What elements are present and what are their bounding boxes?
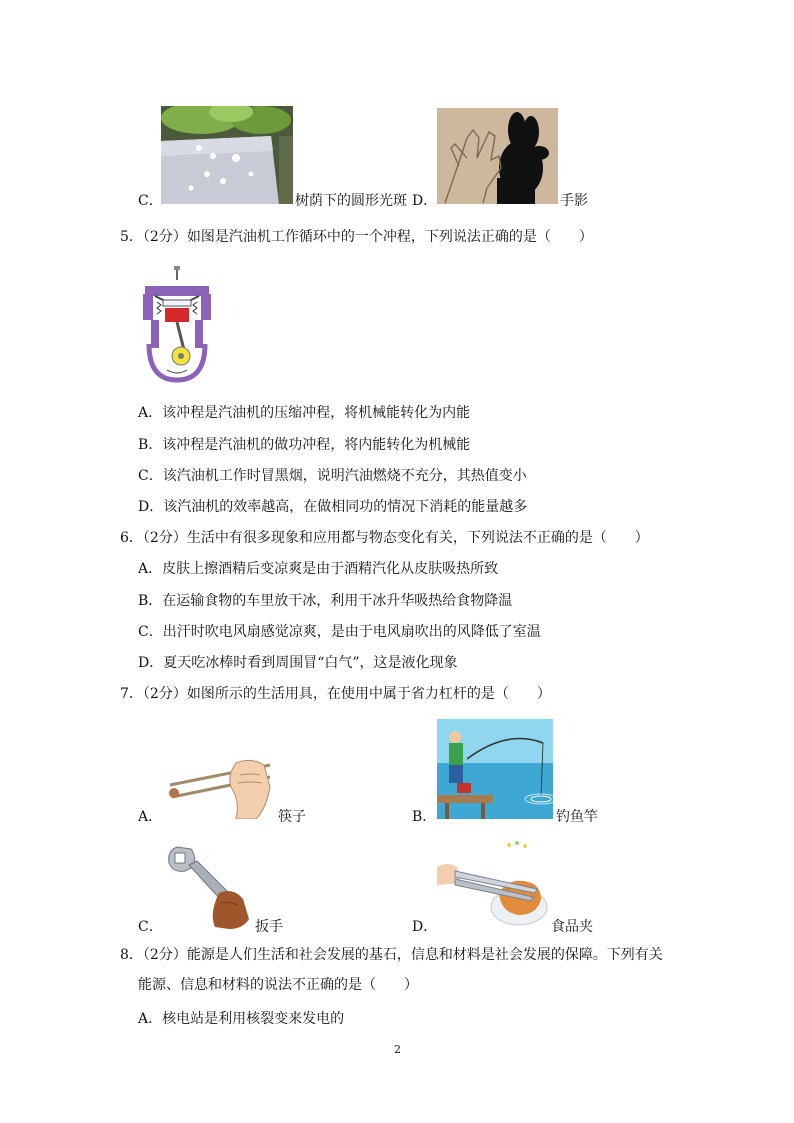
q6-option-c: C．出汗时吹电风扇感觉凉爽，是由于电风扇吹出的风降低了室温 [138, 624, 541, 640]
q4-option-c-caption: 树荫下的圆形光斑 [295, 193, 407, 209]
q5-option-d: D．该汽油机的效率越高，在做相同功的情况下消耗的能量越多 [138, 499, 528, 515]
q7-option-b-caption: 钓鱼竿 [556, 809, 598, 825]
q7-option-b-letter: B． [412, 809, 437, 825]
q5-option-c: C．该汽油机工作时冒黑烟，说明汽油燃烧不充分，其热值变小 [138, 468, 527, 484]
q8-stem-line2: 能源、信息和材料的说法不正确的是（ ） [138, 977, 418, 993]
q4-option-d-caption: 手影 [560, 193, 588, 209]
q8-option-a: A．核电站是利用核裂变来发电的 [138, 1011, 345, 1027]
q7-stem: 7．（2分）如图所示的生活用具，在使用中属于省力杠杆的是（ ） [120, 686, 551, 702]
q7-option-c-letter: C． [138, 919, 163, 935]
q7-option-d-caption: 食品夹 [551, 919, 593, 935]
q6-option-d: D．夏天吃冰棒时看到周围冒“白气”，这是液化现象 [138, 655, 458, 671]
engine-diagram [141, 266, 213, 384]
q4-option-c-letter: C． [138, 193, 163, 209]
fishing-rod-image [437, 719, 553, 819]
hand-shadow-image [437, 108, 558, 204]
q5-option-b: B．该冲程是汽油机的做功冲程，将内能转化为机械能 [138, 437, 471, 453]
q6-stem: 6．（2分）生活中有很多现象和应用都与物态变化有关，下列说法不正确的是（ ） [120, 530, 649, 546]
q8-stem-line1: 8．（2分）能源是人们生活和社会发展的基石，信息和材料是社会发展的保障。下列有关 [120, 947, 663, 963]
q5-option-a: A．该冲程是汽油机的压缩冲程，将机械能转化为内能 [138, 405, 471, 421]
chopsticks-image [166, 753, 276, 819]
q7-option-a-caption: 筷子 [278, 809, 306, 825]
q5-stem: 5．（2分）如图是汽油机工作循环中的一个冲程，下列说法正确的是（ ） [120, 229, 593, 245]
q7-option-a-letter: A． [138, 809, 163, 825]
q4-option-d-letter: D． [412, 193, 438, 209]
page-number: 2 [394, 1043, 401, 1056]
q6-option-b: B．在运输食物的车里放干冰，利用干冰升华吸热给食物降温 [138, 593, 513, 609]
light-spots-image [161, 106, 293, 204]
q6-option-a: A．皮肤上擦酒精后变凉爽是由于酒精汽化从皮肤吸热所致 [138, 561, 499, 577]
food-tongs-image [437, 837, 549, 929]
q7-option-c-caption: 扳手 [255, 919, 283, 935]
wrench-image [163, 843, 253, 929]
q7-option-d-letter: D． [412, 919, 438, 935]
